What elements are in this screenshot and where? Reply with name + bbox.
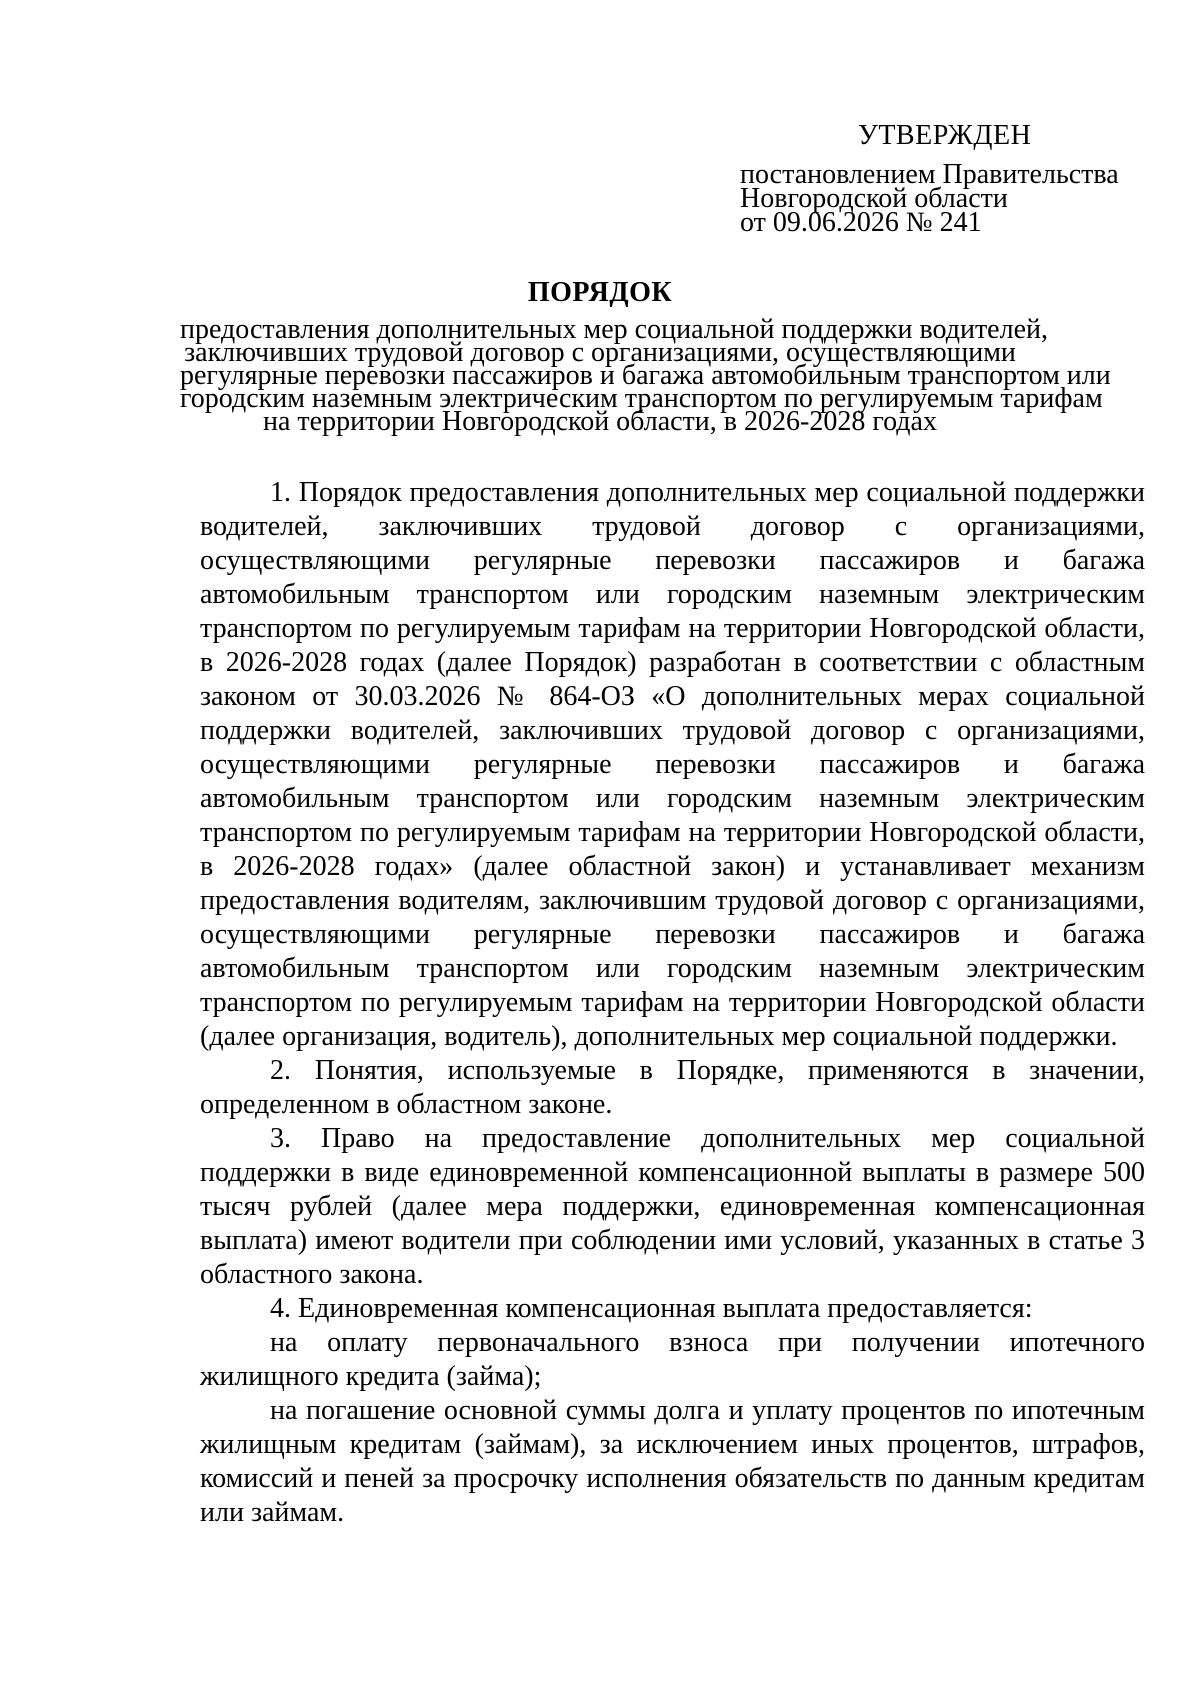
paragraph: 4. Единовременная компенсационная выплата предоставляется: — [270, 1293, 1033, 1324]
document-body — [200, 476, 1145, 1530]
subtitle-line: городским наземным электрическим транспортом по регулируемым тарифам — [180, 383, 1103, 414]
approval-block — [740, 120, 1160, 238]
subtitle-line: предоставления дополнительных мер социальной поддержки водителей, — [180, 314, 1048, 345]
document-subtitle — [180, 314, 1111, 437]
paragraph: на погашение основной суммы долга и уплату процентов по ипотечным жилищным кредитам (займам), за исключением иных процентов, штрафов, комиссий и пеней за просрочку исполнения обязательств по данным кредитам или займам. — [200, 1395, 1145, 1528]
document-title: ПОРЯДОК — [527, 277, 673, 308]
approval-details — [740, 159, 1160, 238]
subtitle-line: заключивших трудовой договор с организациями, осуществляющими — [184, 337, 1016, 368]
paragraph: 1. Порядок предоставления дополнительных мер социальной поддержки водителей, заключивших трудовой договор с организациями, осуществляющими регулярные перевозки пассажиров и багажа автомобильным транспортом или городским наземным электрическим транспортом по регулируемым тарифам на территории Новгородской области, в 2026-2028 годах (далее Порядок) разработан в соответствии с областным законом от 30.03.2026 № 864-ОЗ «О дополнительных мерах социальной поддержки водителей, заключивших трудовой договор с организациями, осуществляющими регулярные перевозки пассажиров и багажа автомобильным транспортом или городским наземным электрическим транспортом по регулируемым тарифам на территории Новгородской области, в 2026-2028 годах» (далее областной закон) и устанавливает механизм предоставления водителям, заключившим трудовой договор с организациями, осуществляющими регулярные перевозки пассажиров и багажа автомобильным транспортом или городским наземным электрическим транспортом по регулируемым тарифам на территории Новгородской области (далее организация, водитель), дополнительных мер социальной поддержки. — [200, 477, 1145, 1052]
paragraph: на оплату первоначального взноса при получении ипотечного жилищного кредита (займа); — [200, 1327, 1145, 1392]
paragraph: 3. Право на предоставление дополнительных мер социальной поддержки в виде единовременной компенсационной выплаты в размере 500 тысяч рублей (далее мера поддержки, единовременная компенсационная выплата) имеют водители при соблюдении ими условий, указанных в статье 3 областного закона. — [200, 1123, 1145, 1290]
subtitle-line: регулярные перевозки пассажиров и багажа автомобильным транспортом или — [180, 360, 1111, 391]
subtitle-line: на территории Новгородской области, в 2026-2028 годах — [263, 406, 937, 437]
approval-line: от 09.06.2026 № 241 — [740, 207, 982, 238]
approval-line: постановлением Правительства — [740, 159, 1119, 190]
approval-line: Новгородской области — [740, 183, 1008, 214]
approval-title: УТВЕРЖДЕН — [858, 120, 1032, 151]
paragraph: 2. Понятия, используемые в Порядке, применяются в значении, определенном в областном законе. — [200, 1055, 1145, 1120]
